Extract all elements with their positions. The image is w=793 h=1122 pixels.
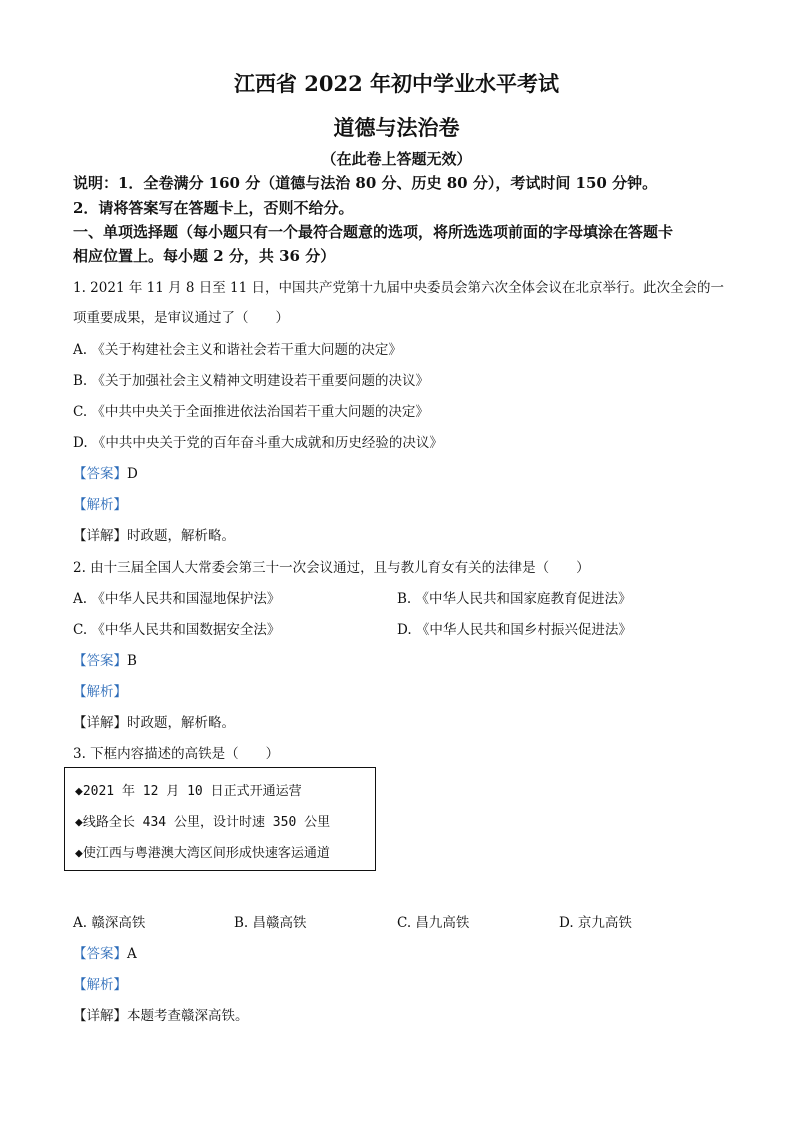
exam-note: （在此卷上答题无效） (321, 150, 472, 168)
detail-text: 本题考查赣深高铁。 (127, 1008, 249, 1024)
q3-box-line3: ◆使江西与粤港澳大湾区间形成快速客运通道 (75, 846, 330, 861)
q2-option-b: B. 《中华人民共和国家庭教育促进法》 (397, 591, 632, 607)
q2-option-d: D. 《中华人民共和国乡村振兴促进法》 (397, 622, 632, 638)
answer-value: B (127, 653, 137, 669)
detail-tag: 【详解】 (73, 715, 127, 731)
section-heading-line2: 相应位置上。每小题 2 分，共 36 分） (73, 247, 336, 265)
instructions-line2: 2．请将答案写在答题卡上，否则不给分。 (73, 199, 354, 217)
answer-tag: 【答案】 (73, 946, 127, 962)
q3-option-c: C. 昌九高铁 (397, 915, 470, 931)
q3-box-line1: ◆2021 年 12 月 10 日正式开通运营 (75, 784, 302, 799)
q1-option-d: D. 《中共中央关于党的百年奋斗重大成就和历史经验的决议》 (73, 435, 443, 451)
q3-answer (73, 942, 137, 962)
instructions-line1: 说明：1．全卷满分 160 分（道德与法治 80 分、历史 80 分），考试时间 150 分钟。 (73, 174, 658, 192)
q1-stem-line1: 1. 2021 年 11 月 8 日至 11 日，中国共产党第十九届中央委员会第六次全体会议在北京举行。此次全会的一 (73, 280, 725, 296)
q3-option-a: A. 赣深高铁 (73, 915, 146, 931)
q1-detail (73, 524, 235, 544)
exam-subtitle: 道德与法治卷 (333, 115, 460, 140)
section-heading-line1: 一、单项选择题（每小题只有一个最符合题意的选项，将所选选项前面的字母填涂在答题卡 (73, 223, 674, 241)
q2-stem: 2. 由十三届全国人大常委会第三十一次会议通过，且与教儿育女有关的法律是（ ） (73, 560, 590, 576)
q1-stem-line2: 项重要成果，是审议通过了（ ） (73, 310, 289, 326)
q1-answer (73, 462, 138, 482)
detail-text: 时政题，解析略。 (127, 528, 235, 544)
q3-option-d: D. 京九高铁 (559, 915, 632, 931)
q1-analysis-tag: 【解析】 (73, 497, 127, 513)
detail-text: 时政题，解析略。 (127, 715, 235, 731)
q3-option-b: B. 昌赣高铁 (234, 915, 307, 931)
q2-detail (73, 711, 235, 731)
answer-value: D (127, 466, 138, 482)
q2-option-c: C. 《中华人民共和国数据安全法》 (73, 622, 281, 638)
q1-option-a: A. 《关于构建社会主义和谐社会若干重大问题的决定》 (73, 342, 402, 358)
q3-stem: 3. 下框内容描述的高铁是（ ） (73, 746, 280, 762)
q2-option-a: A. 《中华人民共和国湿地保护法》 (73, 591, 281, 607)
q1-option-b: B. 《关于加强社会主义精神文明建设若干重要问题的决议》 (73, 373, 430, 389)
q3-info-box (64, 767, 376, 871)
q3-detail (73, 1004, 249, 1024)
exam-title: 江西省 2022 年初中学业水平考试 (233, 71, 560, 96)
answer-value: A (127, 946, 137, 962)
q2-analysis-tag: 【解析】 (73, 684, 127, 700)
detail-tag: 【详解】 (73, 1008, 127, 1024)
q2-answer (73, 649, 137, 669)
detail-tag: 【详解】 (73, 528, 127, 544)
q3-analysis-tag: 【解析】 (73, 977, 127, 993)
answer-tag: 【答案】 (73, 653, 127, 669)
q3-box-line2: ◆线路全长 434 公里，设计时速 350 公里 (75, 815, 331, 830)
q1-option-c: C. 《中共中央关于全面推进依法治国若干重大问题的决定》 (73, 404, 429, 420)
answer-tag: 【答案】 (73, 466, 127, 482)
